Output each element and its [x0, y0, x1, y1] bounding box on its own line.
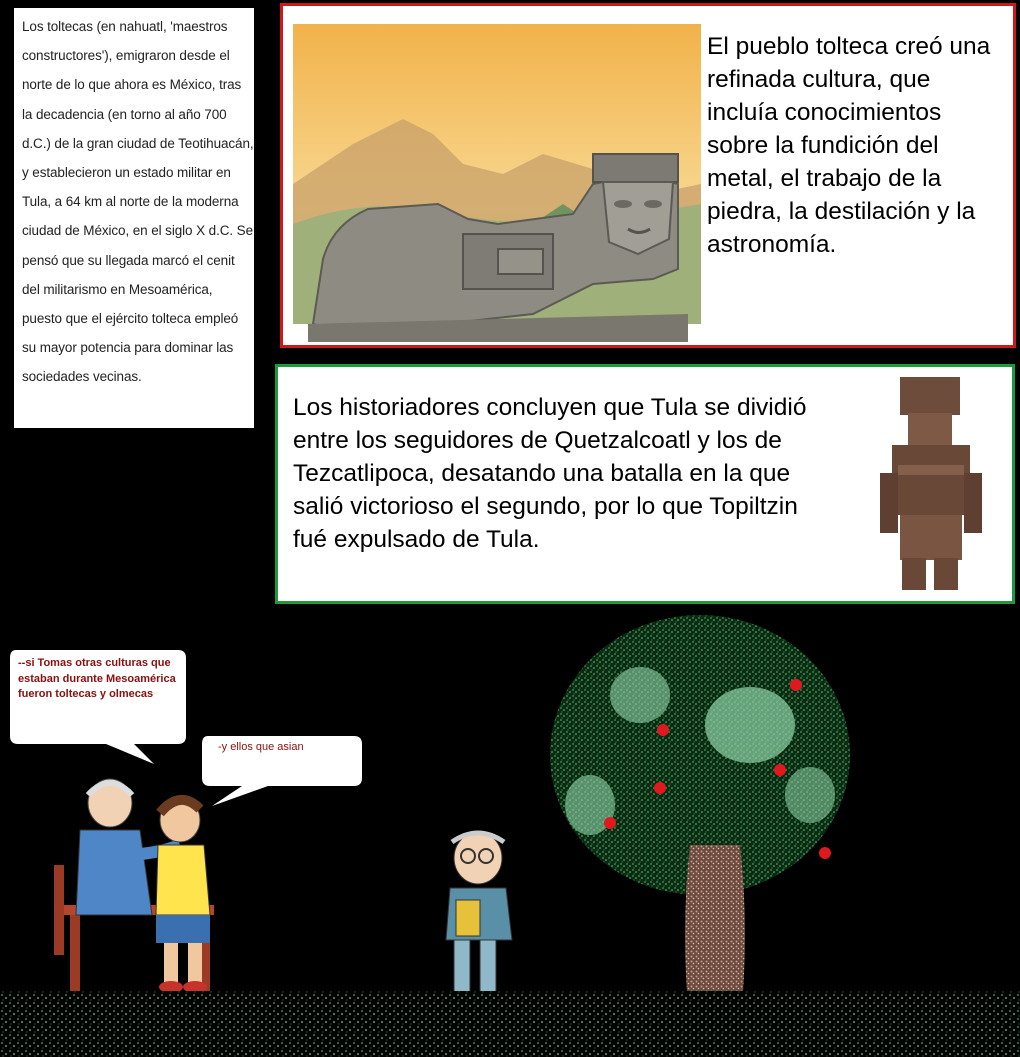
boy-speech-text: -y ellos que asian: [218, 741, 304, 753]
chac-mool-illustration: [293, 24, 701, 342]
professor-character: [420, 830, 530, 1010]
grass-ground: [0, 985, 1020, 1057]
culture-text: El pueblo tolteca creó una refinada cultura, que incluía conocimientos sobre la fundición del metal, el trabajo de la piedra, la destilación y la astronomía.: [707, 33, 991, 258]
intro-paragraph: Los toltecas (en nahuatl, 'maestros constructores'), emigraron desde el norte de lo que ahora es México, tras la decadencia (en torno al año 700 d.C.) de la gran ciudad de Teotihuacán, y establecieron un estado militar en Tula, a 64 km al norte de la moderna ciudad de México, en el siglo X d.C. Se pensó que su llegada marcó el cenit del militarismo en Mesoamérica, puesto que el ejército tolteca empleó su mayor potencia para dominar las sociedades vecinas.: [22, 19, 254, 385]
intro-text-box: [14, 8, 254, 428]
history-panel: [275, 364, 1015, 604]
tree-illustration: [530, 605, 860, 1045]
history-text: Los historiadores concluyen que Tula se dividió entre los seguidores de Quetzalcoatl y los de Tezcatlipoca, desatando una batalla en la que salió victorioso el segundo, por lo que Topiltzin fué expulsado de Tula.: [293, 394, 807, 553]
atlante-statue-image: [870, 373, 990, 599]
grandpa-speech-text: --si Tomas otras culturas que estaban durante Mesoamérica fueron toltecas y olmecas: [18, 657, 176, 700]
culture-panel: [280, 3, 1016, 348]
grandpa-and-boy-on-bench: [40, 775, 240, 1005]
